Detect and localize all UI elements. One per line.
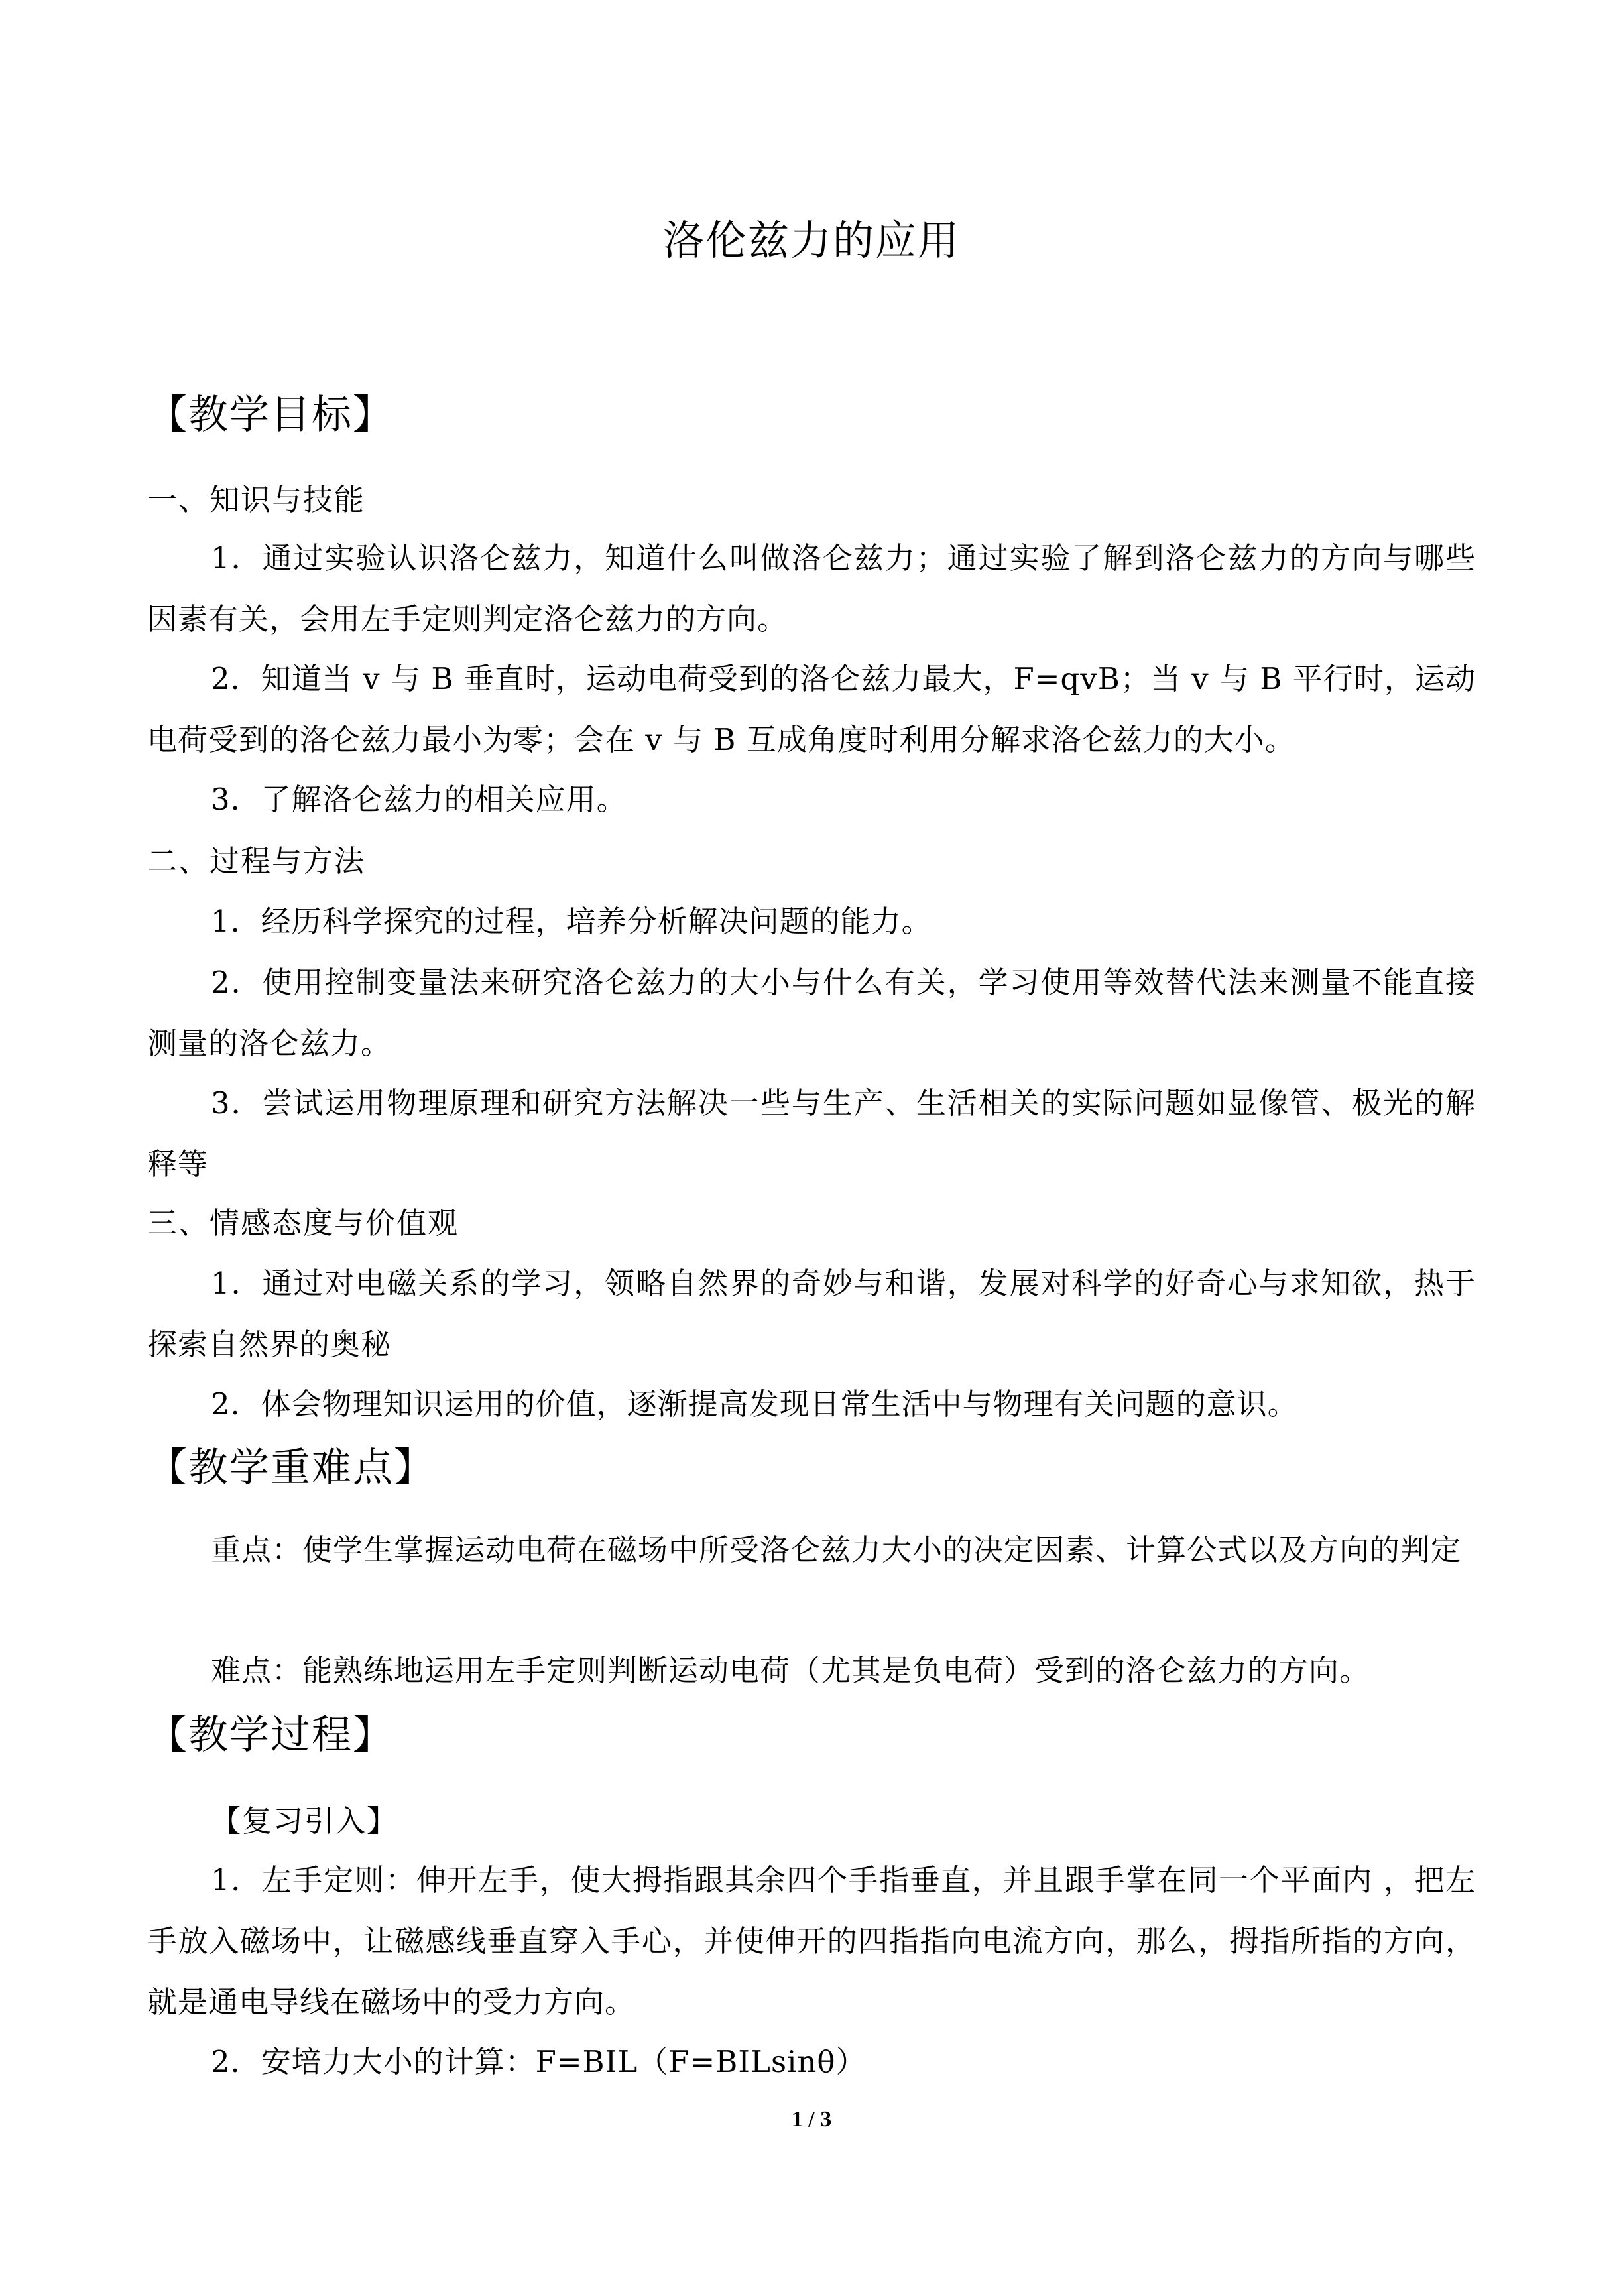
subheading-knowledge: 一、知识与技能 — [147, 482, 366, 517]
section-heading-process: 【教学过程】 — [147, 1712, 394, 1758]
paragraph-difficult-point: 难点：能熟练地运用左手定则判断运动电荷（尤其是负电荷）受到的洛仑兹力的方向。 — [211, 1653, 1370, 1688]
paragraph-process-3: 3．尝试运用物理原理和研究方法解决一些与生产、生活相关的实际问题如显像管、极光的解释等 — [147, 1085, 1476, 1181]
subheading-emotion: 三、情感态度与价值观 — [147, 1205, 459, 1240]
paragraph-emotion-1: 1．通过对电磁关系的学习，领略自然界的奇妙与和谐，发展对科学的好奇心与求知欲，热于探索自然界的奥秘 — [147, 1266, 1476, 1362]
page-title: 洛伦兹力的应用 — [662, 216, 960, 265]
paragraph-knowledge-1: 1．通过实验认识洛仑兹力，知道什么叫做洛仑兹力；通过实验了解到洛仑兹力的方向与哪些因素有关，会用左手定则判定洛仑兹力的方向。 — [147, 540, 1476, 636]
paragraph-key-point: 重点：使学生掌握运动电荷在磁场中所受洛仑兹力大小的决定因素、计算公式以及方向的判定 — [211, 1532, 1462, 1567]
subheading-review: 【复习引入】 — [211, 1803, 398, 1839]
paragraph-ampere-force: 2．安培力大小的计算：F=BIL（F=BILsinθ） — [211, 2044, 867, 2079]
paragraph-knowledge-2: 2．知道当 v 与 B 垂直时，运动电荷受到的洛仑兹力最大，F=qvB；当 v 与 B 平行时，运动电荷受到的洛仑兹力最小为零；会在 v 与 B 互成角度时利用分解求洛仑兹力的大小。 — [147, 661, 1476, 757]
paragraph-emotion-2: 2．体会物理知识运用的价值，逐渐提高发现日常生活中与物理有关问题的意识。 — [211, 1386, 1298, 1421]
section-heading-objectives: 【教学目标】 — [147, 392, 394, 438]
page-number: 1 / 3 — [791, 2107, 832, 2132]
section-heading-keypoints: 【教学重难点】 — [147, 1445, 435, 1491]
paragraph-left-hand-rule: 1．左手定则：伸开左手，使大拇指跟其余四个手指垂直，并且跟手掌在同一个平面内 ，把左手放入磁场中，让磁感线垂直穿入手心，并使伸开的四指指向电流方向，那么，拇指所指的方向，就是通电导线在磁场中的受力方向。 — [147, 1862, 1476, 2020]
paragraph-process-2: 2．使用控制变量法来研究洛仑兹力的大小与什么有关，学习使用等效替代法来测量不能直接测量的洛仑兹力。 — [147, 965, 1476, 1061]
subheading-process: 二、过程与方法 — [147, 843, 366, 878]
paragraph-process-1: 1．经历科学探究的过程，培养分析解决问题的能力。 — [211, 904, 932, 939]
paragraph-knowledge-3: 3．了解洛仑兹力的相关应用。 — [211, 782, 627, 817]
